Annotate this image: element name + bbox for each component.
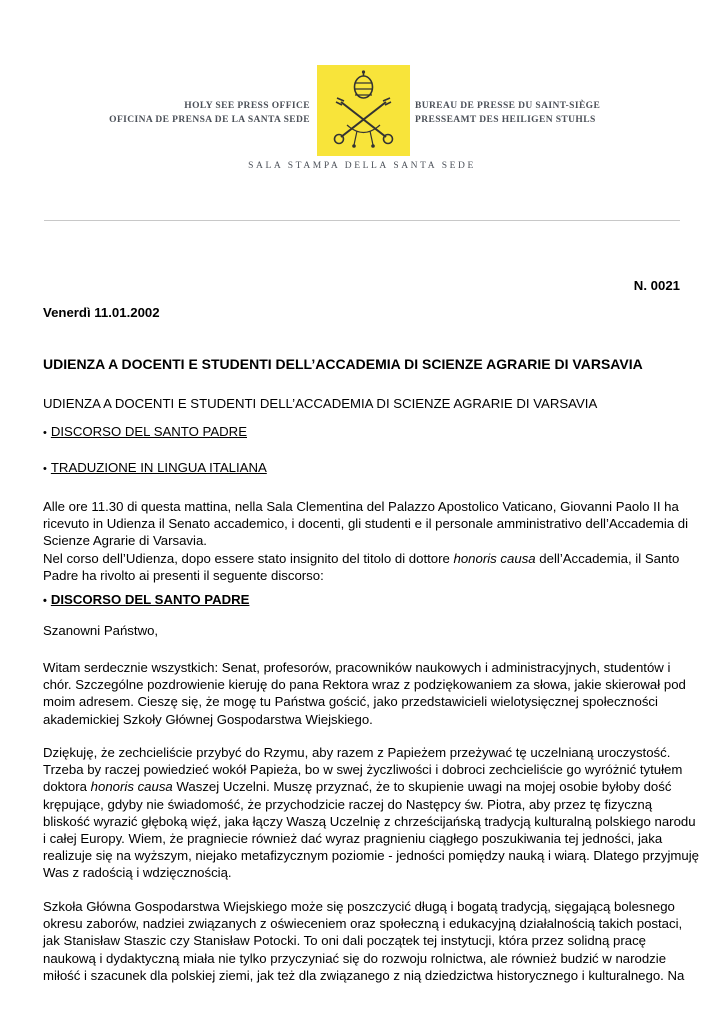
letterhead-right bbox=[415, 99, 600, 127]
text-line: naukową i dydaktyczną miała nie tylko przyczyniać się do rozwoju rolnictwa, ale również budzić w narodzie bbox=[43, 950, 667, 966]
page-subtitle: UDIENZA A DOCENTI E STUDENTI DELL’ACCADEMIA DI SCIENZE AGRARIE DI VARSAVIA bbox=[43, 396, 598, 411]
text-line bbox=[43, 550, 685, 567]
greeting: Szanowni Państwo, bbox=[43, 623, 159, 638]
text-italic: honoris causa bbox=[453, 550, 536, 566]
text-line: Trzeba by raczej powiedzieć wokół Papieża, bo w swej życzliwości i dobroci zechcieliście go wyróżnić tytułem bbox=[43, 762, 683, 778]
text-line: Scienze Agrarie di Varsavia. bbox=[43, 533, 207, 549]
text-line: akademickiej Szkoły Głównej Gospodarstwa Wiejskiego. bbox=[43, 711, 373, 727]
letterhead-center: SALA STAMPA DELLA SANTA SEDE bbox=[248, 161, 476, 171]
page-title: UDIENZA A DOCENTI E STUDENTI DELL’ACCADEMIA DI SCIENZE AGRARIE DI VARSAVIA bbox=[43, 356, 643, 372]
text-italic: honoris causa bbox=[90, 779, 173, 795]
letterhead-left-line1: HOLY SEE PRESS OFFICE bbox=[184, 101, 310, 111]
bulletin-date: Venerdì 11.01.2002 bbox=[43, 305, 160, 320]
text-segment: Waszej Uczelni. Muszę przyznać, że to skupienie uwagi na mojej osobie byłoby dość bbox=[172, 779, 672, 795]
toc-item-traduzione bbox=[43, 460, 267, 475]
paragraph-2 bbox=[43, 659, 685, 728]
text-line: Padre ha rivolto ai presenti il seguente discorso: bbox=[43, 567, 324, 583]
text-line: Was z radością i wdzięcznością. bbox=[43, 865, 232, 881]
text-segment: Nel corso dell’Udienza, dopo essere stato insignito del titolo di dottore bbox=[43, 550, 454, 566]
text-line: miłość i szacunek dla polskiej ziemi, jak też dla związanego z nią dziedzictwa historycznego i kulturalnego. Na bbox=[43, 967, 685, 983]
toc-item-discorso bbox=[43, 424, 247, 439]
text-line: moim adresem. Cieszę się, że mogę tu Państwa gościć, jako przedstawicieli wielotysięcznej społeczności bbox=[43, 694, 658, 710]
letterhead-left bbox=[109, 99, 310, 127]
letterhead-right-line1: BUREAU DE PRESSE DU SAINT-SIÈGE bbox=[415, 101, 601, 111]
text-line: Dziękuję, że zechcieliście przybyć do Rzymu, aby razem z Papieżem przeżywać tę uczelnianą uroczystość. bbox=[43, 745, 671, 760]
text-line: chór. Szczególne pozdrowienie kieruję do pana Rektora wraz z podziękowaniem za słowa, jakie skierował pod bbox=[43, 677, 686, 693]
paragraph-4 bbox=[43, 898, 685, 984]
text-segment: doktora bbox=[43, 779, 91, 795]
letterhead-right-line2: PRESSEAMT DES HEILIGEN STUHLS bbox=[415, 115, 596, 125]
intro-paragraph bbox=[43, 498, 689, 584]
text-line: ricevuto in Udienza il Senato accademico, i docenti, gli studenti e il personale amministrativo dell’Accademia di bbox=[43, 516, 689, 532]
bulletin-number: N. 0021 bbox=[633, 278, 680, 293]
letterhead-left-line2: OFICINA DE PRENSA DE LA SANTA SEDE bbox=[109, 115, 310, 125]
text-line: Alle ore 11.30 di questa mattina, nella Sala Clementina del Palazzo Apostolico Vaticano, Giovanni Paolo II ha bbox=[43, 499, 679, 514]
holy-see-emblem-icon bbox=[317, 65, 410, 156]
letterhead bbox=[0, 0, 724, 230]
paragraph-3 bbox=[43, 744, 699, 882]
bullet-icon: • bbox=[43, 427, 47, 439]
text-line: i całej Europy. Wiem, że pragniecie również dać wyraz pragnieniu ciągłego poszukiwania tej jedności, jaka bbox=[43, 831, 663, 847]
text-segment: dell’Accademia, il Santo bbox=[535, 550, 680, 566]
text-line: Szkoła Główna Gospodarstwa Wiejskiego może się poszczycić długą i bogatą tradycją, sięgającą bolesnego bbox=[43, 899, 675, 914]
text-line: okresu zaborów, nadziei związanych z oświeceniem oraz społeczną i edukacyjną działalnością takich postaci, bbox=[43, 916, 683, 932]
text-line: jak Stanisław Staszic czy Stanisław Potocki. To oni dali początek tej instytucji, która przez solidną pracę bbox=[43, 933, 646, 949]
header-divider bbox=[44, 220, 680, 221]
section-anchor[interactable]: DISCORSO DEL SANTO PADRE bbox=[50, 592, 250, 607]
text-line: krępujące, gdyby nie świadomość, że przychodzicie raczej do Następcy św. Piotra, aby przez tę fizyczną bbox=[43, 796, 653, 812]
text-line: realizuje się na wyższym, niejako metafizycznym poziomie - jedności pomiędzy nauką i wiarą. Dlatego przyjmuję bbox=[43, 848, 699, 864]
text-line: Witam serdecznie wszystkich: Senat, profesorów, pracowników naukowych i administracyjnych, studentów i bbox=[43, 660, 671, 675]
link-traduzione[interactable]: TRADUZIONE IN LINGUA ITALIANA bbox=[50, 460, 267, 475]
text-line: bliskość wyrazić głęboką więź, jaka łączy Waszą Uczelnię z chrześcijańską tradycją kulturalną polskiego narodu bbox=[43, 813, 696, 829]
section-heading bbox=[43, 592, 249, 607]
link-discorso[interactable]: DISCORSO DEL SANTO PADRE bbox=[50, 424, 248, 439]
bullet-icon: • bbox=[43, 595, 47, 607]
text-line bbox=[43, 778, 685, 795]
bullet-icon: • bbox=[43, 463, 47, 475]
